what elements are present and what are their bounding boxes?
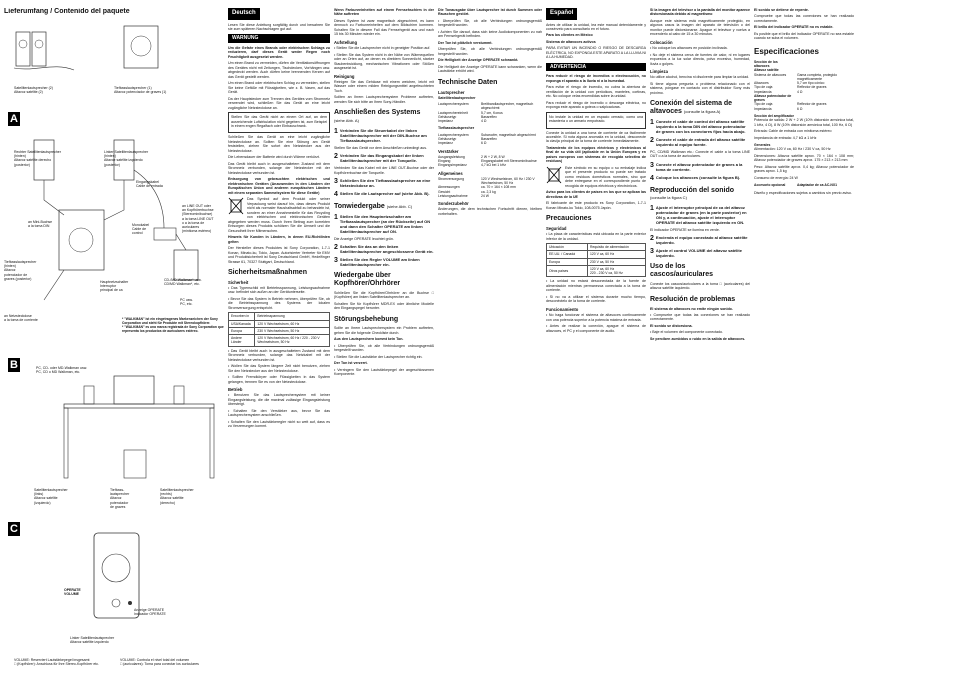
es-connect-ref: (consulte la figura A) bbox=[683, 108, 721, 114]
es-connect-title bbox=[650, 100, 750, 115]
footer-es: VOLUME: Controla el nivel total del volumen □ (auriculares): Toma para conectar los auriculares bbox=[120, 658, 199, 667]
es-step-1-text: Conecte el cable de control del altavoz satélite izquierdo a la toma DIN del altavoz potenciador de graves con los conectores fijos hacia abajo. bbox=[655, 118, 746, 134]
spec-row: Tipo de caja Reflector de graves bbox=[754, 102, 827, 107]
es-step-1: 1 Conecte el cable de control del altavoz satélite izquierdo a la toma DIN del altavoz potenciador de graves con los conectores fijos hacia abajo. bbox=[650, 119, 750, 134]
weee-bin-icon-es bbox=[546, 166, 562, 184]
es-precautions-title: Precauciones bbox=[546, 215, 592, 223]
es-play-step-2: 2 Encienda el equipo conectado al altavoz satélite izquierdo. bbox=[650, 235, 750, 245]
es-play-step-3: 3 Ajuste el control VOLUME del altavoz satélite izquierdo. bbox=[650, 248, 750, 258]
spec-row: Generales bbox=[754, 143, 771, 148]
de-connect-ref: (siehe Abb. A) bbox=[334, 117, 359, 123]
es-specs-title: Especificaciones bbox=[754, 46, 819, 56]
de-play-step-1-text: Stellen Sie den Hauptnetzschalter am Tiefbasslautsprecher (an der Rückseite) auf ON und dann den Schalter OPERATE am linken Satellitenlautsprecher auf ON. bbox=[339, 213, 431, 234]
es-step-4-text: Coloque los altavoces (consulte la figura B). bbox=[655, 174, 741, 180]
b-pc-label: PC, CD- oder MD-Walkman usw. PC, CD o MD Walkman, etc. bbox=[36, 366, 88, 375]
de-connect-title-text: Anschließen des Systems bbox=[334, 109, 421, 117]
de-step-4-text: Stellen Sie die Lautsprecher auf (siehe Abb. B). bbox=[339, 191, 430, 197]
de-play-step-2: 2 Schalten Sie das an den linken Satellitenlautsprecher angeschlossene Gerät ein. bbox=[334, 244, 434, 255]
de-placement-title: Aufstellung bbox=[334, 39, 358, 45]
es-headphone-title: Uso de los cascos/auriculares bbox=[650, 263, 714, 279]
es-play-title-text: Reproducción del sonido bbox=[650, 186, 735, 194]
de-play-title-text: Tonwiedergabe bbox=[334, 203, 385, 211]
deutsch-column-2: Wenn Farbunreinheiten auf einem Fernsehschirm in der Nähe auftreten Dieses System ist zwar magnetisch abgeschirmt, es kann dennoch zu Farbunreinheiten auf dem Bildschirm kommen. Schalten Sie in diesem Fall das Fernsehgerät aus und nach 15 bis 30 Minuten wieder ein. Aufstellung • Stellen Sie die Lautsprecher nicht in geneigter Position auf. • Stellen Sie das System nicht in der Nähe von Wärmequellen oder an Orten auf, an denen es direktem Sonnenlicht, starker Staubentwicklung, mechanischen Vibrationen oder Stößen ausgesetzt ist. Reinigung Reinigen Sie das Gehäuse mit einem weichen, leicht mit Wasser oder einem milden Reinigungsmittel angefeuchteten Tuch. Sollten an Ihrem Lautsprechersystem Probleme auftreten, wenden Sie sich bitte an Ihren Sony-Händler. Anschließen des Systems (siehe Abb. A) 1 Verbinden Sie die Steuerkabel der linken Satellitenlautsprecher mit der DIN-Buchse am Tiefbasslautsprecher. Stellen Sie das Gerät vor dem Anschließen unbedingt aus. 2 Verbinden Sie das Eingangskabel der linken Satellitenlautsprecher mit der Tonquelle. Verbinden Sie das Kabel mit der LINE OUT-Buchse oder der Kopfhörerbuchse der Tonquelle. 3 Schließen Sie den Tiefbasslautsprecher an eine Netzsteckdose an. 4 Stellen Sie die Lautsprecher auf (siehe Abb. B). Tonwiedergabe (siehe Abb. C) 1 Stellen Sie den Hauptnetzschalter am Tiefbasslautsprecher (an der Rückseite) auf ON und dann den Schalter OPERATE am linken Satellitenlautsprecher auf ON. Die Anzeige OPERATE leuchtet grün. 2 Schalten Sie das an den linken Satellitenlautsprecher angeschlossene Gerät ein. 3 Stellen Sie den Regler VOLUME am linken Satellitenlautsprecher ein. Wiedergabe über Kopfhörer/Ohrhörer Schließen Sie die Kopfhörer/Ohrhörer an die Buchse □ (Kopfhörer) am linken Satellitenlautsprecher an. Schalten Sie für Kopfhörer MDR-EX oder ähnliche Modelle den Eingangspegel herunter. Störungsbehebung Sollte an Ihrem Lautsprechersystem ein Problem auftreten, gehen Sie die folgende Checkliste durch. Aus den Lautsprechern kommt kein Ton. • Überprüfen Sie, ob alle Verbindungen ordnungsgemäß hergestellt wurden. • Stellen Sie die Lautstärke der Lautsprecher richtig ein. Der Ton ist verzerrt. • Verringern Sie den Lautstärkepegel der angeschlossenen Komponente. bbox=[334, 8, 434, 377]
de-cleaning-title: Reinigung bbox=[334, 73, 355, 79]
lang-header-espanol: Español bbox=[546, 8, 577, 20]
de-step-2-text: Verbinden Sie das Eingangskabel der linken Satellitenlautsprecher mit der Tonquelle. bbox=[339, 153, 424, 164]
a-walkman-label: CD-/MD-Walkman* usw. CD/MD Walkman*, etc. bbox=[164, 278, 202, 287]
lang-header-deutsch: Deutsch bbox=[228, 8, 260, 20]
es-step-2-text: Conecte el cable de entrada del altavoz satélite izquierdo al equipo fuente. bbox=[655, 136, 746, 147]
spec-row: Altavoz satélite bbox=[754, 68, 779, 73]
de-warning-title: WARNUNG bbox=[228, 34, 330, 42]
a-input-cable-label: Eingangskabel Cable de entrada bbox=[136, 180, 163, 189]
de-step-3-text: Schließen Sie den Tiefbasslautsprecher an eine Netzsteckdose an. bbox=[339, 178, 431, 189]
footer-de: VOLUME: Reserviert Lautstärkepegel insgesamt □ (Kopfhörer): Anschluss für Ihre Stereo-Kopfhörer etc. bbox=[14, 658, 99, 667]
spec-row: Sección del amplificador bbox=[754, 113, 794, 118]
de-power-table: Erworben in Betriebsspannung USA/Kanada 120 V Wechselstrom, 60 Hz Europa 230 V Wechselstrom, 50 Hz Andere Länder 120 V Wechselstrom, 60 Hz / 220 - 230 V Wechselstrom, 50 Hz bbox=[228, 312, 330, 346]
es-trouble-title: Resolución de problemas bbox=[650, 295, 736, 303]
figure-column bbox=[4, 8, 224, 674]
de-intro: Lesen Sie diese Anleitung sorgfältig durch und bewahren Sie sie zum späteren Nachschlagen gut auf. bbox=[228, 22, 330, 31]
es-specs-list: Sección de los altavoces Altavoz satélite Sistema de altavoces Gama completa, protegido magnéticamente Altavoces 5,7 cm tipo cónico Tipo de caja Reflector de graves Impedancia 4 Ω Altavoz potenciador de graves Tipo de caja Reflector de graves Impedancia 6 Ω Sección del amplificador Potencia de salida: 2 W + 2 W (10% distorsión armónica total, 1 kHz, 4 Ω), 8 W (10% distorsión armónica total, 100 Hz, 6 Ω) Entrada: Cable de entrada con minitoma estéreo Impedancia de entrada: 4,7 kΩ a 1 kHz Generales Alimentación: 120 V ca, 60 Hz / 230 V ca, 50 Hz Dimensiones: Altavoz satélite aprox. 70 × 164 × 108 mm; Altavoz potenciador de graves aprox. 175 × 213 × 213 mm Peso: Altavoz satélite aprox. 0,4 kg; Altavoz potenciador de graves aprox. 1,5 kg Consumo de energía: 24 W Accesorio opcional Adaptador de ca AC-NX1 bbox=[754, 59, 854, 188]
de-step-4: 4 Stellen Sie die Lautsprecher auf (siehe Abb. B). bbox=[334, 191, 430, 199]
es-step-2: 2 Conecte el cable de entrada del altavoz satélite izquierdo al equipo fuente. bbox=[650, 137, 750, 147]
de-step-1: 1 Verbinden Sie die Steuerkabel der linken Satellitenlautsprecher mit der DIN-Buchse am Tiefbasslautsprecher. bbox=[334, 128, 434, 143]
de-trouble-title: Störungsbehebung bbox=[334, 315, 399, 323]
de-safety-title: Sicherheitsmaßnahmen bbox=[228, 269, 307, 277]
figure-b-placement-diagram bbox=[24, 364, 224, 494]
de-play-step-3: 3 Stellen Sie den Regler VOLUME am linken Satellitenlautsprecher ein. bbox=[334, 257, 434, 267]
figure-a-letter: A bbox=[8, 112, 20, 126]
deutsch-column-1: Deutsch Lesen Sie diese Anleitung sorgfältig durch und bewahren Sie sie zum späteren Nachschlagen gut auf. WARNUNG Um die Gefahr eines Brands oder elektrischen Schlags zu reduzieren, darf dieses Gerät weder Regen noch Feuchtigkeit ausgesetzt werden. Um einen Brand zu vermeiden, dürfen die Ventilationsöffnungen des Gerätes nicht mit Zeitungen, Tischdecken, Vorhängen usw. abgedeckt werden. Auch dürfen keine brennenden Kerzen auf das Gerät gestellt werden. Um einen Brand oder elektrischen Schlag zu vermeiden, stellen Sie keine Gefäße mit Flüssigkeiten, wie z. B. Vasen, auf das Gerät. Da der Hauptstecker zum Trennen des Gerätes vom Stromnetz verwendet wird, schließen Sie das Gerät an eine leicht zugängliche Netzsteckdose an. Stellen Sie das Gerät nicht an einem Ort auf, an dem ausreichende Luftzirkulation nicht gegeben ist, zum Beispiel in einem engen Regalfach oder Einbauschrank. Schließen Sie das Gerät an eine leicht zugängliche Netzsteckdose an. Sollten Sie eine Störung am Gerät feststellen, ziehen Sie sofort den Netzstecker aus der Netzsteckdose. Die Lebensdauer der Batterie wird durch Wärme verkürzt. Das Gerät bleibt auch in ausgeschaltetem Zustand mit dem Stromnetz verbunden, solange der Netzstecker mit der Netzsteckdose verbunden ist. Entsorgung von gebrauchten elektrischen und elektronischen Geräten (Anzuwenden in den Ländern der Europäischen Union und anderen europäischen Ländern mit einem separaten Sammelsystem für diese Geräte) Das Symbol auf dem Produkt oder seiner Verpackung weist darauf hin, dass dieses Produkt nicht als normaler Haushaltsabfall zu behandeln ist, sondern an einer Annahmestelle für das Recycling von elektrischen und elektronischen Geräten abgegeben werden muss. Durch Ihren Beitrag zum korrekten Entsorgen dieses Produkts schützen Sie die Umwelt und die Gesundheit Ihrer Mitmenschen. Hinweis für Kunden in Ländern, in denen EU-Richtlinien gelten Der Hersteller dieses Produktes ist Sony Corporation, 1-7-1 Konan, Minato-ku, Tokio, Japan. Autorisierter Vertreter für EMV und Produktsicherheit ist Sony Deutschland GmbH, Hedelfinger Strasse 61, 70327 Stuttgart, Deutschland. Sicherheitsmaßnahmen Sicherheit • Das Typenschild mit Betriebsspannung, Leistungsaufnahme usw. befindet sich außen an der Gerätunterseite. • Bevor Sie das System in Betrieb nehmen, überprüfen Sie, ob die Betriebsspannung des Systems der lokalen Stromversorgung entspricht. Erworben in Betriebsspannung USA/Kanada 120 V Wechselstrom, 60 Hz Europa 230 V Wechselstrom, 50 Hz Andere Länder 120 V Wechselstrom, 60 Hz / 220 - 230 V Wechselstrom, 50 Hz • Das Gerät bleibt auch in ausgeschaltetem Zustand mit dem Stromnetz verbunden, solange das Netzkabel mit der Netzsteckdose verbunden ist. • Wollen Sie das System längere Zeit nicht benutzen, ziehen Sie den Netzstecker aus der Netzsteckdose. • Sollten Fremdkörper oder Flüssigkeiten in das System gelangen, trennen Sie es von der Netzsteckdose. Betrieb • Benutzen Sie das Lautsprechersystem mit keiner Eingangsleistung, die die maximal zulässige Eingangsleistung übersteigt. • Schalten Sie den Verstärker aus, bevor Sie das Lautsprechersystem anschließen. • Schalten Sie den Lautstärkeregler nicht so weit auf, dass es zu Verzerrungen kommt. bbox=[228, 10, 330, 429]
a-control-cable-label: Monokabel Cable de control bbox=[132, 223, 150, 236]
spec-row: Impedancia 6 Ω bbox=[754, 106, 803, 111]
espanol-column-3: El sonido se detiene de repente. Compruebe que todas las conexiones se han realizado correctamente. El brillo del indicador OPERATE no es estable. Es posible que el brillo del indicador OPERATE no sea estable cuando se suba el volumen. Especificaciones Sección de los altavoces Altavoz satélite Sistema de altavoces Gama completa, protegido magnéticamente Altavoces 5,7 cm tipo cónico Tipo de caja Reflector de graves Impedancia 4 Ω Altavoz potenciador de graves Tipo de caja Reflector de graves Impedancia 6 Ω Sección del amplificador Potencia de salida: 2 W + 2 W (10% distorsión armónica total, 1 kHz, 4 Ω), 8 W (10% distorsión armónica total, 100 Hz, 6 Ω) Entrada: Cable de entrada con minitoma estéreo Impedancia de entrada: 4,7 kΩ a 1 kHz Generales Alimentación: 120 V ca, 60 Hz / 230 V ca, 50 Hz Dimensiones: Altavoz satélite aprox. 70 × 164 × 108 mm; Altavoz potenciador de graves aprox. 175 × 213 × 213 mm Peso: Altavoz satélite aprox. 0,4 kg; Altavoz potenciador de graves aprox. 1,5 kg Consumo de energía: 24 W Accesorio opcional Adaptador de ca AC-NX1 Diseño y especificaciones sujetos a cambios sin previo aviso. bbox=[754, 8, 854, 195]
es-step-3: 3 Conecte el altavoz potenciador de graves a la toma de corriente. bbox=[650, 162, 750, 172]
c-indicator-label: Anzeige OPERATE Indicador OPERATE bbox=[134, 608, 166, 617]
de-operation-title: Betrieb bbox=[228, 387, 243, 393]
a-woofer-label: Tiefbasslautsprecher (hinten) Altavoz potenciador de graves (posterior) bbox=[4, 260, 37, 281]
es-power-r0c1: 120 V ca, 60 Hz bbox=[588, 251, 646, 258]
es-play-step-2-text: Encienda el equipo conectado al altavoz satélite izquierdo. bbox=[655, 235, 748, 246]
a-line-out-label: an LINE OUT oder an Kopfhörerbuchse (Stereominibuchse) a la toma LINE OUT o a la toma de auriculares (minitoma estéreo) bbox=[182, 204, 214, 234]
es-power-h1: Requisito de alimentación bbox=[588, 244, 646, 251]
a-din-label: an Mini-Buchse a la toma DIN bbox=[28, 220, 53, 229]
de-tech-title: Technische Daten bbox=[438, 78, 498, 86]
es-step-3-text: Conecte el altavoz potenciador de graves a la toma de corriente. bbox=[655, 161, 743, 172]
a-pc-label: PC usw. PC, etc. bbox=[180, 298, 193, 307]
de-headphone-title: Wiedergabe über Kopfhörer/Ohrhörer bbox=[334, 272, 401, 287]
es-power-r2c1: 120 V ca, 60 Hz 220 - 230 V ca, 50 Hz bbox=[588, 265, 646, 277]
figure-c-letter: C bbox=[8, 522, 20, 536]
es-power-r2c0: Otros países bbox=[547, 265, 588, 277]
weee-bin-icon bbox=[228, 197, 244, 215]
es-power-h0: Ubicación bbox=[547, 244, 588, 251]
b-right-satellite-label: Satellitenlautsprecher (rechts) Altavoz satélite (derecho) bbox=[160, 488, 194, 505]
es-play-step-1-text: Ajuste el interruptor principal de ca del altavoz potenciador de graves (en la parte posterior) en ON y, a continuación, ajuste el interruptor OPERATE del altavoz satélite izquierdo en ON. bbox=[655, 205, 747, 225]
de-play-step-3-text: Stellen Sie den Regler VOLUME am linken Satellitenlautsprecher ein. bbox=[339, 257, 420, 268]
es-connect-title-text: Conexión del sistema de altavoces bbox=[650, 100, 733, 115]
de-play-ref: (siehe Abb. C) bbox=[386, 204, 413, 210]
spec-row: Impedancia 4 Ω bbox=[754, 89, 803, 94]
de-step-3: 3 Schließen Sie den Tiefbasslautsprecher an eine Netzsteckdose an. bbox=[334, 178, 434, 188]
a-right-satellite-label: Rechter Satellitenlautsprecher (hinten) Altavoz satélite derecho (posterior) bbox=[14, 150, 61, 167]
spec-row: Sección de los altavoces bbox=[754, 59, 778, 69]
de-play-title bbox=[334, 203, 434, 211]
a-outlet-label: an Netzsteckdose a la toma de corriente bbox=[4, 314, 38, 323]
de-play-step-2-text: Schalten Sie das an den linken Satellitenlautsprecher angeschlossene Gerät ein. bbox=[339, 244, 434, 255]
spec-row: Accesorio opcional Adaptador de ca AC-NX1 bbox=[754, 183, 838, 188]
figure-b-letter: B bbox=[8, 358, 20, 372]
a-main-switch-label: Hauptnetzschalter Interruptor principal de ca bbox=[100, 280, 129, 293]
spec-row: Tipo de caja Reflector de graves bbox=[754, 85, 827, 90]
a-left-satellite-label: Linker Satellitenlautsprecher (hinten) Altavoz satélite izquierdo (posterior) bbox=[104, 150, 149, 167]
c-operate-volume-label: OPERATE VOLUME bbox=[64, 588, 81, 597]
es-intro: Antes de utilizar la unidad, lea este manual detenidamente y consérvelo para consultarlo en el futuro. bbox=[546, 22, 646, 31]
es-warning-title: ADVERTENCIA bbox=[546, 63, 646, 71]
spec-row: Sistema de altavoces Gama completa, protegido magnéticamente bbox=[754, 72, 837, 81]
de-connect-title bbox=[334, 109, 434, 124]
espanol-column-1: Español Antes de utilizar la unidad, lea este manual detenidamente y consérvelo para consultarlo en el futuro. Para los clientes en México Sistema de altavoces activos PARA EVITAR UN INCENDIO O RIESGO DE DESCARGA ELÉCTRICA, NO EXPONGA ESTE APARATO A LA LLUVIA NI A LA HUMEDAD. ADVERTENCIA Para reducir el riesgo de incendios o electrocución, no exponga el aparato a la lluvia ni a la humedad. Para evitar el riesgo de incendio, no cubra la abertura de ventilación de la unidad con periódicos, manteles, cortinas, etc. No coloque velas encendidas sobre la unidad. Para reducir el riesgo de incendio o descarga eléctrica, no exponga este aparato a goteos o salpicaduras. No instale la unidad en un espacio cerrado, como una estantería o un armario empotrado. Conecte la unidad a una toma de corriente de ca fácilmente accesible. Si nota alguna anomalía en la unidad, desconecte la clavija principal de la toma de corriente inmediatamente. Tratamiento de los equipos eléctricos y electrónicos al final de su vida útil (aplicable en la Unión Europea y en países europeos con sistemas de recogida selectiva de residuos) Este símbolo en su equipo o su embalaje indica que el presente producto no puede ser tratado como residuos domésticos normales, sino que debe entregarse en el correspondiente punto de recogida de equipos eléctricos y electrónicos. Aviso para los clientes de países en los que se aplican las directivas de la UE El fabricante de este producto es Sony Corporation, 1-7-1 Konan Minato-ku Tokio, 108-0075 Japón. Precauciones Seguridad • La placa de características está ubicada en la parte exterior inferior de la unidad. Ubicación Requisito de alimentación EE.UU. / Canadá 120 V ca, 60 Hz Europa 230 V ca, 50 Hz Otros países 120 V ca, 60 Hz 220 - 230 V ca, 50 Hz • La unidad no estará desconectada de la fuente de alimentación mientras permanezca conectada a la toma de corriente. • Si no va a utilizar el sistema durante mucho tiempo, desconéctelo de la toma de corriente. Funcionamiento • No haga funcionar el sistema de altavoces continuamente con una potencia superior a la potencia máxima de entrada. • Antes de realizar la conexión, apague el sistema de altavoces, el PC y el componente de audio. bbox=[546, 10, 646, 333]
de-safety-sub: Sicherheit bbox=[228, 279, 249, 285]
package-woofer-label: Tiefbasslautsprecher (1) Altavoz potenciador de graves (1) bbox=[114, 86, 167, 95]
es-play-title bbox=[650, 187, 750, 202]
es-power-r0c0: EE.UU. / Canadá bbox=[547, 251, 588, 258]
package-contents-illustration bbox=[4, 22, 224, 82]
de-warning-text: Um die Gefahr eines Brands oder elektrischen Schlags zu reduzieren, darf dieses Gerät weder Regen noch Feuchtigkeit ausgesetzt werden. bbox=[228, 45, 330, 59]
es-play-step-3-text: Ajuste el control VOLUME del altavoz satélite izquierdo. bbox=[655, 248, 742, 259]
a-walkman-footnote: * "WALKMAN" ist ein eingetragenes Markenzeichen der Sony Corporation und steht für Produkte mit Stereokopfhörer. * "WALKMAN" es una marca registrada de Sony Corporation que representa los productos de auriculares estéreo. bbox=[122, 317, 224, 333]
spec-row: Altavoz potenciador de graves bbox=[754, 93, 792, 103]
page-title: Lieferumfang / Contenido del paquete bbox=[4, 8, 130, 15]
c-left-satellite-label: Linker Satellitenlautsprecher Altavoz satélite izquierdo bbox=[70, 636, 115, 645]
es-play-ref: (consulte la figura C) bbox=[650, 195, 687, 201]
deutsch-column-3: Die Tonausgabe über Lautsprecher ist durch Summen oder Rauschen gestört. • Überprüfen Sie, ob alle Verbindungen ordnungsgemäß hergestellt wurden. • Achten Sie darauf, dass sich keine Audiokomponenten zu nah am Fernsehgerät befinden. Der Ton ist plötzlich verstummt. Überprüfen Sie, ob alle Verbindungen ordnungsgemäß hergestellt wurden. Die Helligkeit der Anzeige OPERATE schwankt. Die Helligkeit der Anzeige OPERATE kann schwanken, wenn die Lautstärke erhöht wird. Technische Daten Lautsprecher Satellitenlautsprecher Lautsprechersystem Breitbandlautsprecher, magnetisch abgeschirmt Lautsprechereinheit 5,7 cm, Konus Gehäusetyp Bassreflex Impedanz 4 Ω Tiefbasslautsprecher Lautsprechersystem Subwoofer, magnetisch abgeschirmt Gehäusetyp Bassreflex Impedanz 6 Ω Verstärker Ausgangsleistung 2 W + 2 W, 8 W Eingang Eingangskabel mit Stereominibuchse Eingangsimpedanz 4,7 kΩ bei 1 kHz Allgemeines Stromversorgung 120 V Wechselstrom, 60 Hz / 230 V Wechselstrom, 50 Hz Abmessungen ca. 70 × 164 × 108 mm Gewicht ca. 2,3 kg Leistungsaufnahme 24 W Sonderzubehör Änderungen, die dem technischen Fortschritt dienen, bleiben vorbehalten. bbox=[438, 8, 542, 216]
b-woofer-label: Tiefbass- lautsprecher Altavoz potenciador de graves bbox=[110, 488, 130, 509]
espanol-column-2: Si la imagen del televisor o la pantalla del monitor aparece distorsionada debido al magnetismo Aunque este sistema está magnéticamente protegido, en algunos casos la imagen del aparato de televisión o del monitor puede distorsionarse. Apague el televisor y vuelva a encenderlo al cabo de 15 a 30 minutos. Colocación • No coloque los altavoces en posición inclinada. • No deje el sistema cerca de fuentes de calor, ni en lugares expuestos a la luz solar directa, polvo excesivo, humedad, lluvia o golpes. Limpieza No utilice alcohol, bencina ni disolvente para limpiar la unidad. Si tiene alguna pregunta o problema relacionado con el sistema, póngase en contacto con el distribuidor Sony más próximo. Conexión del sistema de altavoces (consulte la figura A) 1 Conecte el cable de control del altavoz satélite izquierdo a la toma DIN del altavoz potenciador de graves con los conectores fijos hacia abajo. 2 Conecte el cable de entrada del altavoz satélite izquierdo al equipo fuente. PC, CD/MD Walkman etc.: Conecte el cable a la toma LINE OUT o a la toma de auriculares. 3 Conecte el altavoz potenciador de graves a la toma de corriente. 4 Coloque los altavoces (consulte la figura B). Reproducción del sonido (consulte la figura C) 1 Ajuste el interruptor principal de ca del altavoz potenciador de graves (en la parte posterior) en ON y, a continuación, ajuste el interruptor OPERATE del altavoz satélite izquierdo en ON. El indicador OPERATE se ilumina en verde. 2 Encienda el equipo conectado al altavoz satélite izquierdo. 3 Ajuste el control VOLUME del altavoz satélite izquierdo. Uso de los cascos/auriculares Conecte los cascos/auriculares a la toma □ (auriculares) del altavoz satélite izquierdo. Resolución de problemas El sistema de altavoces no emite ningún sonido. • Compruebe que todas las conexiones se han realizado correctamente. El sonido se distorsiona. • Baje el volumen del componente conectado. Se perciben zumbidos o ruido en la salida de altavoces. bbox=[650, 8, 750, 341]
es-play-step-1: 1 Ajuste el interruptor principal de ca del altavoz potenciador de graves (en la parte posterior) en ON y, a continuación, ajuste el interruptor OPERATE del altavoz satélite izquierdo en ON. bbox=[650, 205, 750, 225]
spec-row: Altavoces 5,7 cm tipo cónico bbox=[754, 81, 825, 86]
es-power-table bbox=[546, 243, 646, 277]
es-power-r1c1: 230 V ca, 50 Hz bbox=[588, 258, 646, 265]
de-play-step-1: 1 Stellen Sie den Hauptnetzschalter am Tiefbasslautsprecher (an der Rückseite) auf ON und dann den Schalter OPERATE am linken Satellitenlautsprecher auf ON. bbox=[334, 214, 434, 234]
es-step-4: 4 Coloque los altavoces (consulte la figura B). bbox=[650, 174, 741, 182]
de-step-1-text: Verbinden Sie die Steuerkabel der linken Satellitenlautsprecher mit der DIN-Buchse am Tiefbasslautsprecher. bbox=[339, 127, 427, 143]
package-satellite-label: Satellitenlautsprecher (2) Altavoz satélite (2) bbox=[14, 86, 53, 95]
de-step-2: 2 Verbinden Sie das Eingangskabel der linken Satellitenlautsprecher mit der Tonquelle. bbox=[334, 153, 434, 163]
es-power-r1c0: Europa bbox=[547, 258, 588, 265]
b-left-satellite-label: Satellitenlautsprecher (links) Altavoz satélite (izquierdo) bbox=[34, 488, 68, 505]
